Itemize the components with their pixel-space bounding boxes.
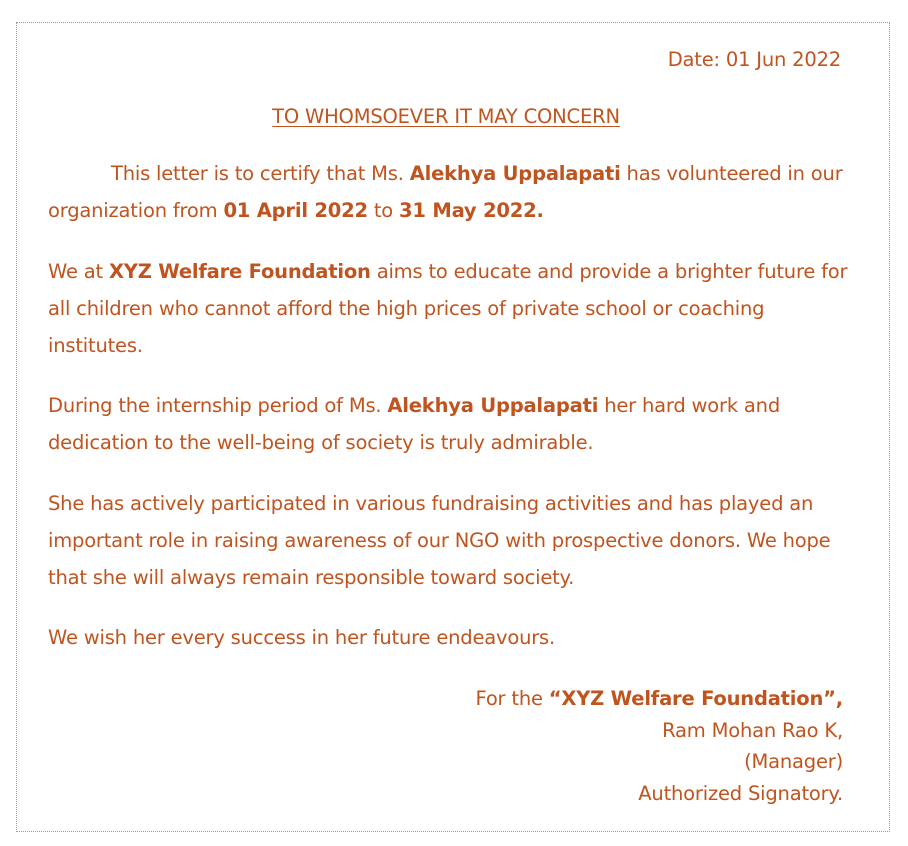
- p1-text-2: has volunteered in our organization from: [48, 162, 843, 222]
- signature-org: “XYZ Welfare Foundation”,: [548, 687, 843, 710]
- letter-heading: TO WHOMSOEVER IT MAY CONCERN: [272, 105, 620, 128]
- p3-text-2: her hard work and dedication to the well-being of society is truly admirable.: [48, 394, 781, 454]
- p2-text-1: We at: [48, 260, 109, 283]
- letter-date: Date: 01 Jun 2022: [667, 48, 841, 71]
- paragraph-wishes: We wish her every success in her future endeavours.: [48, 626, 555, 649]
- paragraph-activities: She has actively participated in various fundraising activities and has played an important role in raising awareness of our NGO with prospective donors. We hope that she will always remain responsible toward society.: [48, 492, 831, 589]
- paragraph-internship: [48, 387, 858, 461]
- organization-name: XYZ Welfare Foundation: [108, 260, 371, 283]
- volunteer-name-2: Alekhya Uppalapati: [387, 394, 599, 417]
- p1-text-1: This letter is to certify that Ms.: [111, 162, 410, 185]
- p1-text-3: to: [367, 199, 400, 222]
- paragraph-certification: [48, 155, 858, 229]
- letter-page: [16, 22, 890, 832]
- signature-prefix: For the: [475, 687, 549, 710]
- signature-block: [476, 683, 844, 809]
- signer-role: (Manager): [744, 750, 843, 773]
- start-date: 01 April 2022: [223, 199, 368, 222]
- signer-title: Authorized Signatory.: [638, 781, 843, 805]
- p2-text-2: aims to educate and provide a brighter future for all children who cannot afford the high prices of private school or coaching institutes.: [48, 260, 848, 357]
- signer-name: Ram Mohan Rao K,: [662, 718, 843, 742]
- signature-org-line: [476, 683, 844, 715]
- end-date: 31 May 2022.: [399, 199, 544, 222]
- paragraph-mission: [48, 253, 858, 364]
- p3-text-1: During the internship period of Ms.: [48, 394, 388, 417]
- volunteer-name: Alekhya Uppalapati: [409, 162, 621, 185]
